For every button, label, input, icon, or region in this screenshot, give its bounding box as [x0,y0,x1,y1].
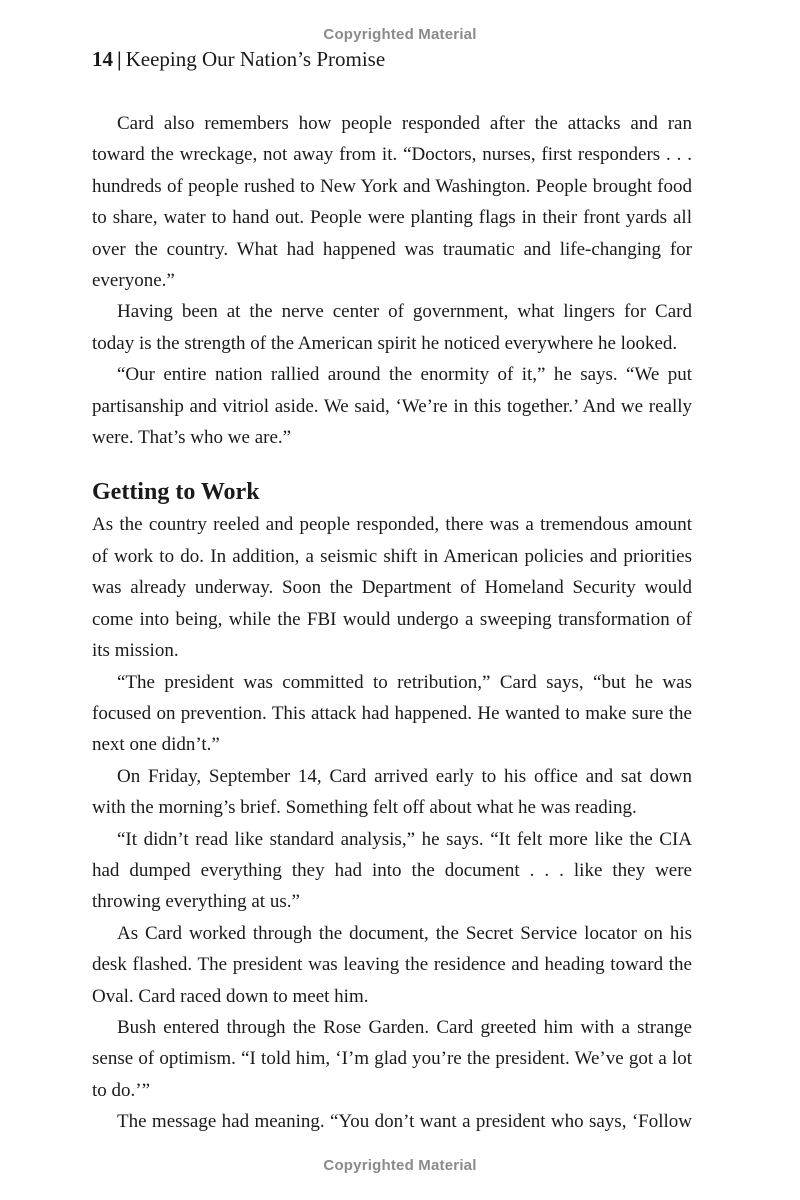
paragraph: As Card worked through the document, the Secret Service locator on his desk flashed. The president was leaving the residence and heading toward the Oval. Card raced down to meet him. [92,922,692,1007]
paragraph-continued: The message had meaning. “You don’t want a president who says, ‘Follow [117,1111,692,1133]
book-title: Keeping Our Nation’s Promise [125,47,386,71]
paragraph: On Friday, September 14, Card arrived early to his office and sat down with the morning’s brief. Something felt off about what he was reading. [92,765,692,819]
paragraph: Bush entered through the Rose Garden. Card greeted him with a strange sense of optimism. “I told him, ‘I’m glad you’re the president. We’ve got a lot to do.’” [92,1016,692,1101]
copyright-watermark-bottom: Copyrighted Material [323,1157,477,1174]
page-body [92,108,692,1138]
running-head-separator: | [117,47,122,71]
copyright-watermark-top: Copyrighted Material [323,26,477,43]
running-head [92,47,385,72]
section-heading: Getting to Work [92,479,260,506]
paragraph: Having been at the nerve center of government, what lingers for Card today is the strength of the American spirit he noticed everywhere he looked. [92,301,692,354]
page-number: 14 [92,47,113,71]
paragraph: “Our entire nation rallied around the enormity of it,” he says. “We put partisanship and vitriol aside. We said, ‘We’re in this together.’ And we really were. That’s who we are.” [92,364,692,449]
paragraph: “The president was committed to retribution,” Card says, “but he was focused on prevention. This attack had happened. He wanted to make sure the next one didn’t.” [92,671,692,756]
paragraph: As the country reeled and people responded, there was a tremendous amount of work to do. In addition, a seismic shift in American policies and priorities was already underway. Soon the Department of Homeland Security would come into being, while the FBI would undergo a sweeping transformation of its mission. [92,514,692,662]
paragraph: “It didn’t read like standard analysis,” he says. “It felt more like the CIA had dumped everything they had into the document . . . like they were throwing everything at us.” [92,828,692,913]
paragraph: Card also remembers how people responded after the attacks and ran toward the wreckage, not away from it. “Doctors, nurses, first responders . . . hundreds of people rushed to New York and Washington. People brought food to share, water to hand out. People were planting flags in their front yards all over the country. What had happened was traumatic and life-changing for everyone.” [92,113,692,292]
